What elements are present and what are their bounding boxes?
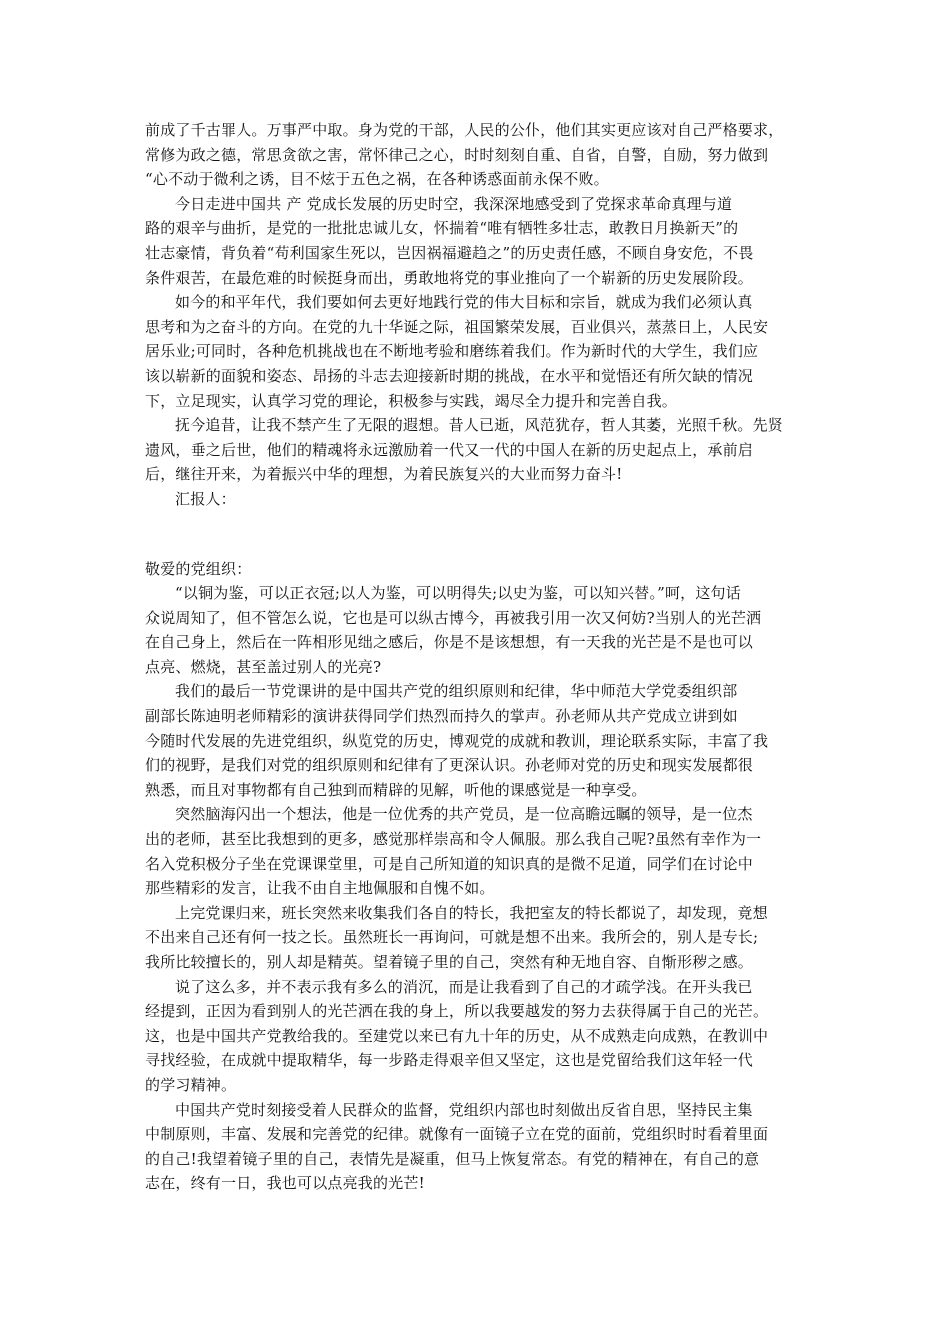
text-line: 路的艰辛与曲折，是党的一批批忠诚儿女，怀揣着“唯有牺牲多壮志，敢教日月换新天”的 — [145, 219, 739, 238]
text-line: 众说周知了，但不管怎么说，它也是可以纵古博今，再被我引用一次又何妨?当别人的光芒洒 — [145, 608, 762, 627]
document-body — [145, 118, 815, 1196]
paragraph — [145, 413, 815, 487]
text-line: 今日走进中国共 产 党成长发展的历史时空，我深深地感受到了党探求革命真理与道 — [175, 194, 733, 213]
paragraph — [145, 975, 815, 1098]
text-line: 中制原则，丰富、发展和完善党的纪律。就像有一面镜子立在党的面前，党组织时时看着里面 — [145, 1125, 769, 1144]
text-line: 经提到，正因为看到别人的光芒洒在我的身上，所以我要越发的努力去获得属于自己的光芒。 — [145, 1002, 769, 1021]
text-line: 点亮、燃烧，甚至盖过别人的光亮? — [145, 657, 382, 676]
text-line: 这，也是中国共产党教给我的。至建党以来已有九十年的历史，从不成熟走向成熟，在教训中 — [145, 1026, 769, 1045]
text-line: 今随时代发展的先进党组织，纵览党的历史，博观党的成就和教训，理论联系实际，丰富了我 — [145, 731, 769, 750]
text-line: 志在，终有一日，我也可以点亮我的光芒! — [145, 1174, 425, 1193]
text-line: 们的视野，是我们对党的组织原则和纪律有了更深认识。孙老师对党的历史和现实发展都很 — [145, 756, 754, 775]
paragraph — [145, 802, 815, 900]
text-line: 在自己身上，然后在一阵相形见绌之感后，你是不是该想想，有一天我的光芒是不是也可以 — [145, 633, 754, 652]
text-line: 出的老师，甚至比我想到的更多，感觉那样崇高和令人佩服。那么我自己呢?虽然有幸作为一 — [145, 830, 762, 849]
text-line: 我所比较擅长的，别人却是精英。望着镜子里的自己，突然有种无地自容、自惭形秽之感。 — [145, 953, 754, 971]
text-line: 该以崭新的面貌和姿态、昂扬的斗志去迎接新时期的挑战，在水平和觉悟还有所欠缺的情况 — [145, 366, 754, 385]
text-line: 说了这么多，并不表示我有多么的消沉，而是让我看到了自己的才疏学浅。在开头我已 — [175, 977, 753, 996]
text-line: 突然脑海闪出一个想法，他是一位优秀的共产党员，是一位高瞻远瞩的领导，是一位杰 — [175, 805, 753, 824]
text-line: 如今的和平年代，我们要如何去更好地践行党的伟大目标和宗旨，就成为我们必须认真 — [175, 293, 753, 312]
text-line: 前成了千古罪人。万事严中取。身为党的干部，人民的公仆，他们其实更应该对自己严格要求， — [145, 121, 784, 139]
text-line: 名入党积极分子坐在党课课堂里，可是自己所知道的知识真的是微不足道，同学们在讨论中 — [145, 854, 754, 873]
reporter-label: 汇报人： — [175, 489, 236, 508]
text-line: 壮志豪情，背负着“苟利国家生死以，岂因祸福避趋之”的历史责任感，不顾自身安危，不畏 — [145, 243, 754, 262]
text-line: “以铜为鉴，可以正衣冠;以人为鉴，可以明得失;以史为鉴，可以知兴替。”呵，这句话 — [175, 584, 741, 603]
text-line: 的学习精神。 — [145, 1075, 237, 1094]
text-line: 熟悉，而且对事物都有自己独到而精辟的见解，听他的课感觉是一种享受。 — [145, 780, 647, 799]
text-line: 思考和为之奋斗的方向。在党的九十华诞之际，祖国繁荣发展，百业俱兴，蒸蒸日上，人民安 — [145, 317, 769, 336]
text-line: 居乐业;可同时，各种危机挑战也在不断地考验和磨练着我们。作为新时代的大学生，我们应 — [145, 342, 759, 361]
section-gap — [145, 512, 815, 557]
text-line: 不出来自己还有何一技之长。虽然班长一再询问，可就是想不出来。我所会的，别人是专长; — [145, 928, 759, 947]
paragraph — [145, 581, 815, 679]
paragraph — [145, 1098, 815, 1196]
text-line: 寻找经验，在成就中提取精华，每一步路走得艰辛但又坚定，这也是党留给我们这年轻一代 — [145, 1051, 754, 1070]
paragraph — [145, 487, 815, 512]
text-line: 常修为政之德，常思贪欲之害，常怀律己之心，时时刻刻自重、自省，自警，自励，努力做到 — [145, 145, 769, 164]
salutation: 敬爱的党组织： — [145, 559, 252, 578]
text-line: 我们的最后一节党课讲的是中国共产党的组织原则和纪律，华中师范大学党委组织部 — [175, 682, 738, 701]
paragraph — [145, 679, 815, 802]
paragraph — [145, 118, 815, 192]
text-line: 中国共产党时刻接受着人民群众的监督，党组织内部也时刻做出反省自思，坚持民主集 — [175, 1100, 753, 1119]
text-line: 条件艰苦，在最危难的时候挺身而出，勇敢地将党的事业推向了一个崭新的历史发展阶段。 — [145, 268, 754, 287]
text-line: 下，立足现实，认真学习党的理论，积极参与实践，竭尽全力提升和完善自我。 — [145, 391, 678, 410]
text-line: 遗风，垂之后世，他们的精魂将永远激励着一代又一代的中国人在新的历史起点上，承前启 — [145, 440, 754, 459]
text-line: 的自己!我望着镜子里的自己，表情先是凝重，但马上恢复常态。有党的精神在，有自己的意 — [145, 1149, 760, 1168]
text-line: 后，继往开来，为着振兴中华的理想，为着民族复兴的大业而努力奋斗! — [145, 465, 623, 484]
paragraph — [145, 901, 815, 975]
paragraph — [145, 192, 815, 290]
text-line: 上完党课归来，班长突然来收集我们各自的特长，我把室友的特长都说了，却发现，竟想 — [175, 903, 768, 922]
text-line: 副部长陈迪明老师精彩的演讲获得同学们热烈而持久的掌声。孙老师从共产党成立讲到如 — [145, 707, 738, 726]
paragraph — [145, 290, 815, 413]
text-line: 那些精彩的发言，让我不由自主地佩服和自愧不如。 — [145, 879, 495, 898]
text-line: “心不动于微利之诱，目不炫于五色之祸，在各种诱惑面前永保不败。 — [145, 170, 609, 189]
text-line: 抚今追昔，让我不禁产生了无限的遐想。昔人已逝，风范犹存，哲人其萎，光照千秋。先贤 — [175, 416, 784, 435]
